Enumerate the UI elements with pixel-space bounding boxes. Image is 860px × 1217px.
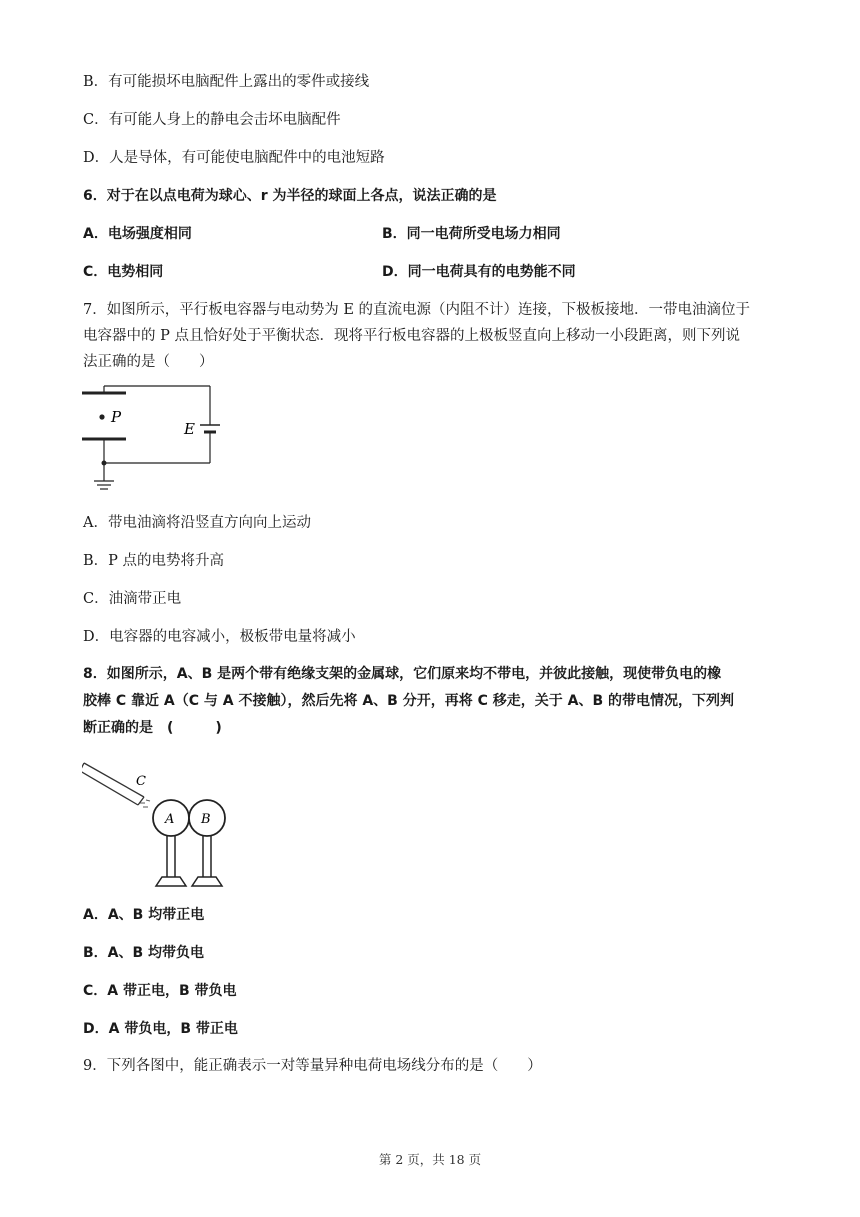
stand-a	[156, 836, 186, 886]
q7-option-d: D．电容器的电容减小，极板带电量将减小	[83, 629, 356, 645]
label-a: A	[165, 812, 175, 827]
q8-option-b: B．A、B 均带负电	[83, 945, 205, 961]
label-c: C	[136, 774, 146, 789]
metal-spheres-figure	[82, 755, 242, 890]
q7-option-c: C．油滴带正电	[83, 591, 182, 607]
label-e: E	[184, 420, 195, 438]
ground-junction	[102, 461, 107, 466]
q6-option-b: B．同一电荷所受电场力相同	[382, 226, 561, 242]
page-footer: 第 2 页，共 18 页	[378, 1152, 482, 1167]
q5-option-c: C．有可能人身上的静电会击坏电脑配件	[83, 112, 341, 128]
q8-option-d: D．A 带负电，B 带正电	[83, 1021, 238, 1037]
q6-option-d: D．同一电荷具有的电势能不同	[382, 264, 576, 280]
capacitor-circuit-figure	[82, 385, 227, 495]
q8-option-c: C．A 带正电，B 带负电	[83, 983, 237, 999]
q6-option-c: C．电势相同	[83, 264, 164, 280]
q6-stem: 6．对于在以点电荷为球心、r 为半径的球面上各点，说法正确的是	[83, 188, 497, 204]
rubber-rod-c	[82, 763, 144, 805]
label-p: P	[111, 408, 122, 426]
q6-option-a: A．电场强度相同	[83, 226, 192, 242]
stand-b	[192, 836, 222, 886]
q8-stem-line1: 8．如图所示，A、B 是两个带有绝缘支架的金属球，它们原来均不带电，并彼此接触，现使带负电的橡	[83, 666, 722, 682]
q7-stem-line1: 7．如图所示，平行板电容器与电动势为 E 的直流电源（内阻不计）连接，下极板接地．一带电油滴位于	[83, 302, 751, 318]
q7-option-a: A．带电油滴将沿竖直方向向上运动	[83, 515, 311, 531]
q7-stem-line2: 电容器中的 P 点且恰好处于平衡状态．现将平行板电容器的上极板竖直向上移动一小段距离，则下列说	[83, 328, 740, 344]
q5-option-b: B．有可能损坏电脑配件上露出的零件或接线	[83, 74, 370, 90]
oil-drop-point	[99, 414, 104, 419]
q9-stem: 9．下列各图中，能正确表示一对等量异种电荷电场线分布的是（ ）	[83, 1058, 542, 1074]
label-b: B	[201, 812, 211, 827]
q8-option-a: A．A、B 均带正电	[83, 907, 205, 923]
q7-stem-line3: 法正确的是（ ）	[83, 354, 214, 370]
q5-option-d: D．人是导体，有可能使电脑配件中的电池短路	[83, 150, 385, 166]
q7-option-b: B．P 点的电势将升高	[83, 553, 225, 569]
q8-stem-line2: 胶棒 C 靠近 A（C 与 A 不接触），然后先将 A、B 分开，再将 C 移走，关于 A、B 的带电情况，下列判	[83, 693, 734, 709]
q8-stem-line3: 断正确的是 ( )	[83, 720, 222, 736]
